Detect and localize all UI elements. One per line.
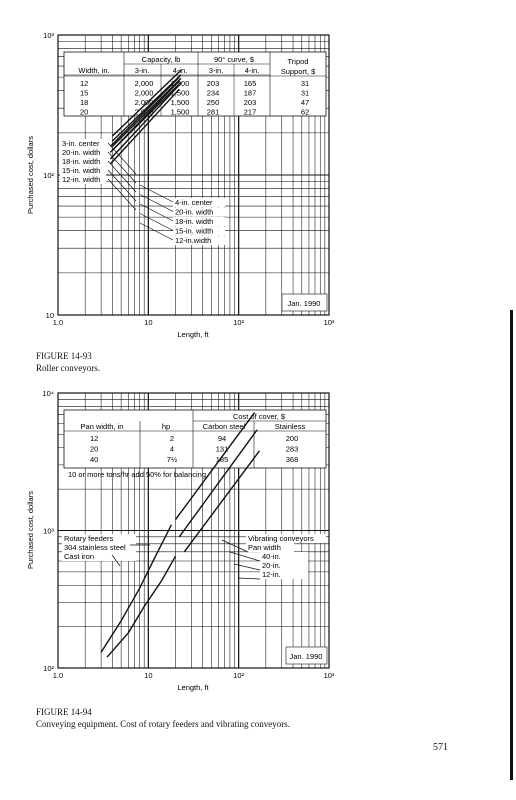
x-tick-label: 10² bbox=[233, 318, 245, 327]
table-header: 3-in. bbox=[208, 66, 224, 75]
table-header: hp bbox=[161, 422, 171, 431]
table-cell: 1,500 bbox=[170, 107, 190, 117]
series-label: Cast iron bbox=[64, 552, 95, 561]
series-label: 40-in. bbox=[262, 552, 281, 561]
table-group-tripod: Tripod bbox=[287, 57, 309, 66]
series-line bbox=[107, 556, 175, 657]
page-number: 571 bbox=[433, 742, 448, 753]
y-axis-label: Purchased cost, dollars bbox=[26, 136, 35, 214]
table-header: Carbon steel bbox=[202, 422, 246, 431]
series-label: Vibrating conveyors bbox=[248, 534, 314, 543]
table-cell: 131 bbox=[215, 444, 229, 454]
table-cell: 94 bbox=[217, 434, 227, 443]
table-cell: 20 bbox=[80, 107, 89, 117]
table-header: 4-in. bbox=[172, 66, 188, 75]
series-label: 18-in. width bbox=[175, 217, 214, 226]
table-cell: 250 bbox=[206, 98, 220, 107]
roller-conveyor-chart bbox=[26, 31, 335, 339]
table-cell: 281 bbox=[206, 107, 220, 117]
data-table bbox=[64, 52, 326, 117]
series-label: Pan width bbox=[248, 543, 281, 552]
table-group-capacity: Capacity, lb bbox=[141, 55, 181, 64]
table-header: Support, $ bbox=[280, 67, 316, 76]
table-cell: 185 bbox=[215, 455, 229, 464]
series-label: 12-in. bbox=[262, 570, 281, 579]
table-cell: 2,000 bbox=[134, 107, 154, 117]
table-cell: 2 bbox=[169, 434, 175, 443]
table-cell: 47 bbox=[300, 98, 310, 107]
table-cell: 15 bbox=[80, 88, 89, 98]
y-tick-label: 10³ bbox=[43, 526, 54, 536]
table-cell: 203 bbox=[206, 79, 220, 88]
table-cell: 187 bbox=[243, 88, 257, 98]
figure-caption-text: Roller conveyors. bbox=[36, 363, 100, 373]
table-cell: 217 bbox=[243, 107, 257, 117]
y-tick-label: 10⁴ bbox=[42, 389, 54, 398]
table-cell: 368 bbox=[285, 455, 299, 464]
series-label: 15-in. width bbox=[175, 226, 214, 236]
x-tick-label: 1.0 bbox=[52, 318, 64, 327]
table-cell: 7½ bbox=[166, 455, 178, 464]
series-label: 304 stainless steel bbox=[64, 543, 126, 552]
x-tick-label: 10³ bbox=[323, 318, 335, 327]
table-cell: 12 bbox=[90, 434, 99, 443]
series-label: Rotary feeders bbox=[64, 534, 114, 543]
balancing-note: 10 or more tons/hr add 50% for balancing. bbox=[68, 470, 209, 479]
figure-label: FIGURE 14-93 bbox=[36, 351, 92, 361]
table-cell: 4 bbox=[169, 444, 175, 454]
table-cell: 62 bbox=[300, 107, 310, 117]
table-cell: 2,000 bbox=[134, 79, 154, 88]
y-tick-label: 10 bbox=[45, 311, 54, 320]
x-tick-label: 10² bbox=[233, 671, 245, 680]
x-tick-label: 10³ bbox=[323, 671, 335, 680]
table-cell: 1,500 bbox=[170, 79, 190, 88]
series-label: 12-in. width bbox=[62, 175, 101, 184]
table-group-curve: 90° curve, $ bbox=[213, 55, 255, 64]
table-group-cover: Cost of cover, $ bbox=[232, 412, 286, 421]
series-label: 3-in. center bbox=[62, 139, 100, 148]
series-label: 15-in. width bbox=[62, 166, 101, 175]
series-label: 12-in.width bbox=[175, 236, 212, 245]
feeder-conveyor-chart bbox=[26, 389, 335, 692]
series-label: 20-in. width bbox=[175, 207, 214, 217]
figure-caption-93 bbox=[36, 350, 100, 374]
date-note: Jan. 1990 bbox=[289, 652, 323, 661]
figure-caption-text: Conveying equipment. Cost of rotary feeders and vibrating conveyors. bbox=[36, 719, 290, 729]
table-cell: 283 bbox=[285, 444, 299, 454]
table-cell: 12 bbox=[80, 79, 89, 88]
series-annotations bbox=[60, 139, 225, 245]
x-axis-label: Length, ft bbox=[177, 683, 209, 692]
table-cell: 2,000 bbox=[134, 98, 154, 107]
series-annotations bbox=[62, 534, 326, 579]
series-label: 20-in. bbox=[262, 561, 281, 570]
table-cell: 203 bbox=[243, 98, 257, 107]
x-tick-label: 1.0 bbox=[52, 671, 64, 680]
y-tick-label: 10² bbox=[43, 171, 54, 180]
x-axis-label: Length, ft bbox=[177, 330, 209, 339]
figure-label: FIGURE 14-94 bbox=[36, 707, 92, 717]
table-cell: 1,500 bbox=[170, 98, 190, 107]
table-cell: 40 bbox=[90, 455, 99, 464]
y-axis-label: Purchased cost, dollars bbox=[26, 491, 35, 569]
table-header: 4-in. bbox=[244, 66, 260, 75]
y-tick-label: 10³ bbox=[43, 31, 54, 40]
table-cell: 1,500 bbox=[170, 88, 190, 98]
figure-caption-94 bbox=[36, 706, 290, 730]
table-cell: 20 bbox=[90, 444, 99, 454]
table-cell: 31 bbox=[300, 88, 310, 98]
table-cell: 165 bbox=[243, 79, 257, 88]
x-tick-label: 10 bbox=[144, 671, 153, 680]
table-cell: 200 bbox=[285, 434, 299, 443]
table-cell: 18 bbox=[80, 98, 89, 107]
y-tick-label: 10² bbox=[43, 664, 54, 673]
series-label: 4-in. center bbox=[175, 198, 213, 207]
date-note: Jan. 1990 bbox=[287, 299, 321, 308]
table-cell: 2,000 bbox=[134, 88, 154, 98]
x-tick-label: 10 bbox=[144, 318, 153, 327]
table-header: Width, in. bbox=[78, 66, 110, 75]
table-cell: 234 bbox=[206, 88, 220, 98]
data-table bbox=[64, 410, 326, 468]
table-header: 3-in. bbox=[134, 66, 150, 75]
table-header: Pan width, in bbox=[80, 422, 124, 431]
table-header: Stainless bbox=[274, 422, 306, 431]
table-cell: 31 bbox=[300, 79, 310, 88]
series-label: 18-in. width bbox=[62, 157, 101, 166]
scan-edge bbox=[510, 310, 513, 780]
series-label: 20-in. width bbox=[62, 148, 101, 157]
